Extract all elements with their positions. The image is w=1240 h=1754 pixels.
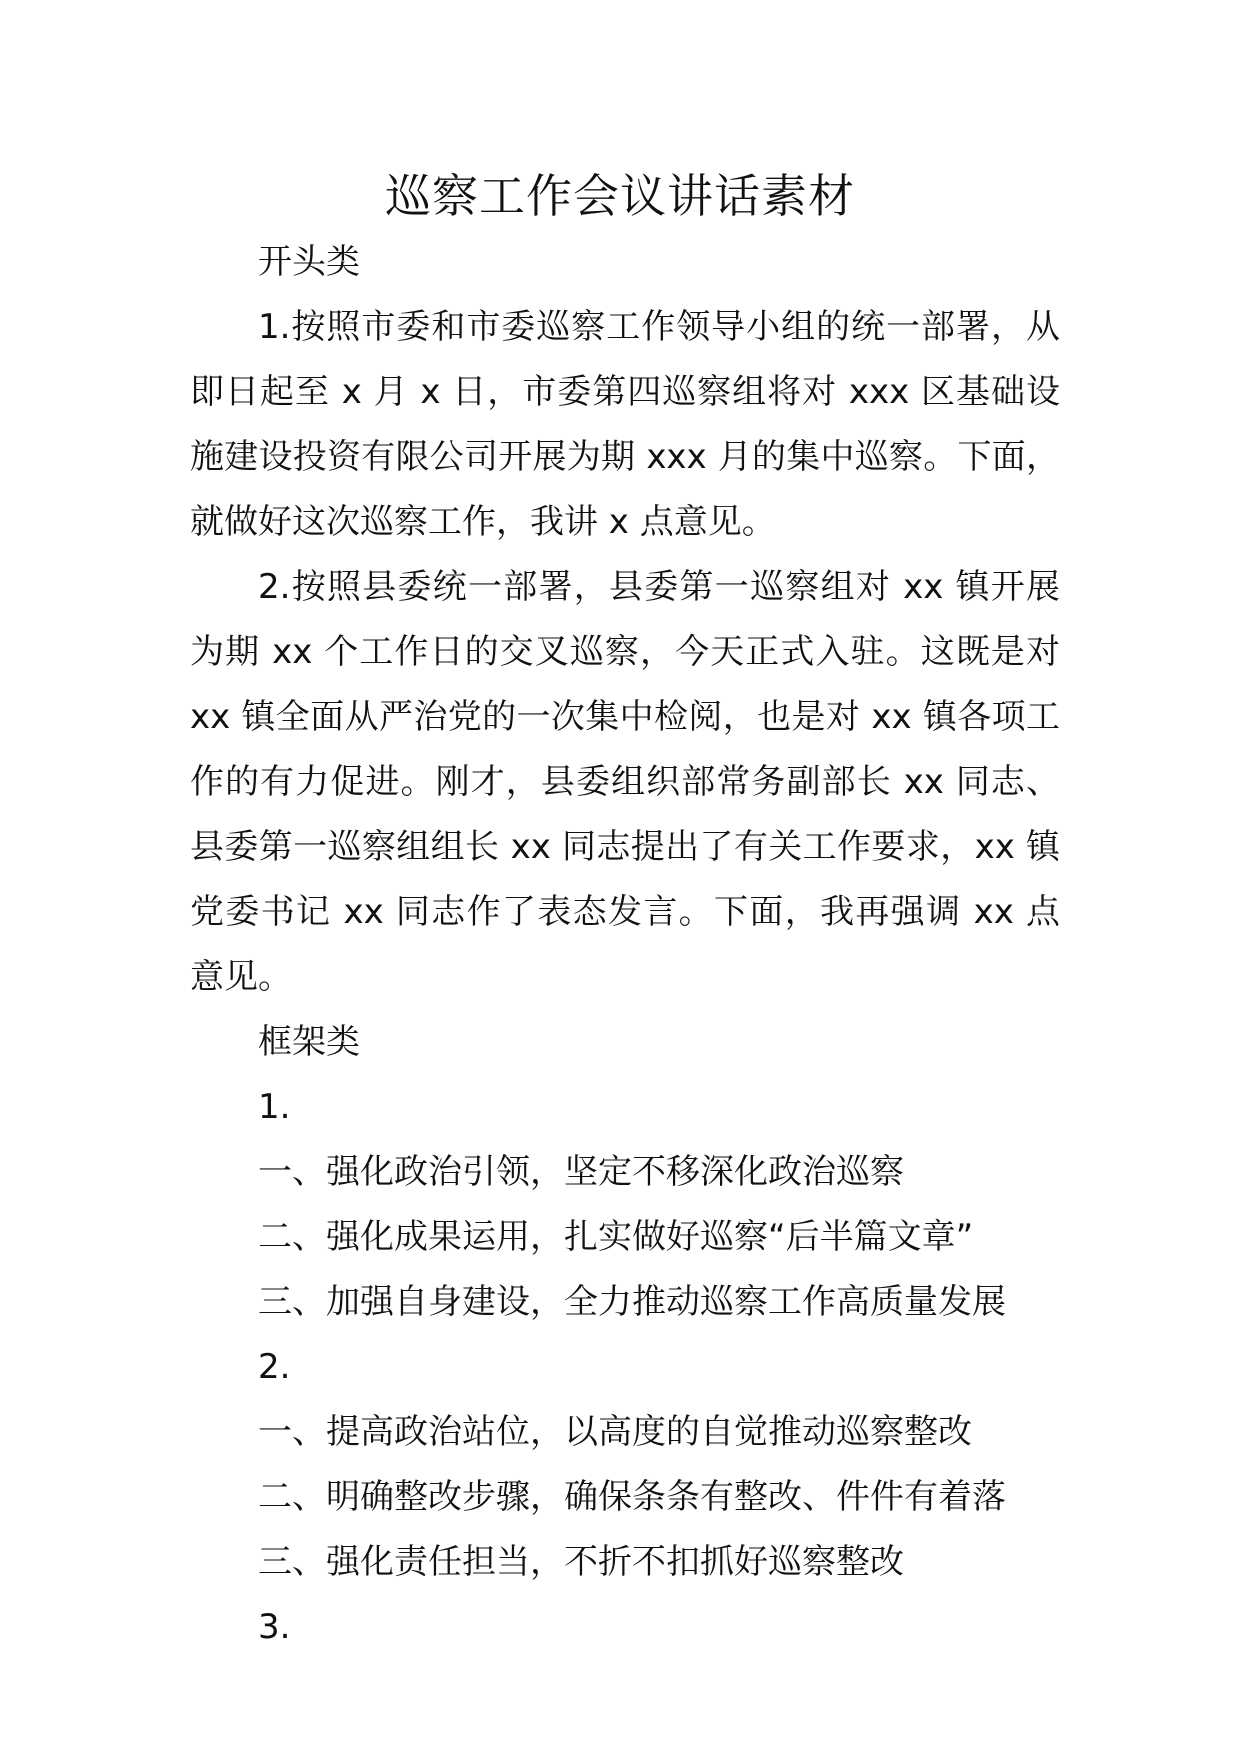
framework-3-number: 3.: [258, 1607, 291, 1647]
opening-heading: 开头类: [258, 242, 360, 282]
framework-heading: 框架类: [258, 1022, 360, 1062]
framework-2-item-2: 二、明确整改步骤，确保条条有整改、件件有着落: [258, 1477, 1006, 1517]
document-body: [190, 230, 1060, 1660]
framework-1-item-1: 一、强化政治引领，坚定不移深化政治巡察: [258, 1152, 904, 1192]
opening-paragraph-2: 2.按照县委统一部署，县委第一巡察组对 xx 镇开展为期 xx 个工作日的交叉巡察，今天正式入驻。这既是对 xx 镇全面从严治党的一次集中检阅，也是对 xx 镇各项工作的有力促进。刚才，县委组织部常务副部长 xx 同志、县委第一巡察组组长 xx 同志提出了有关工作要求，xx 镇党委书记 xx 同志作了表态发言。下面，我再强调 xx 点意见。: [190, 567, 1060, 997]
document-title: 巡察工作会议讲话素材: [385, 169, 855, 223]
framework-2-item-3: 三、强化责任担当，不折不扣抓好巡察整改: [258, 1542, 904, 1582]
framework-1-number: 1.: [258, 1087, 291, 1127]
framework-2-item-1: 一、提高政治站位，以高度的自觉推动巡察整改: [258, 1412, 972, 1452]
framework-2-number: 2.: [258, 1347, 291, 1387]
opening-paragraph-1: 1.按照市委和市委巡察工作领导小组的统一部署，从即日起至 x 月 x 日，市委第四巡察组将对 xxx 区基础设施建设投资有限公司开展为期 xxx 月的集中巡察。下面，就做好这次巡察工作，我讲 x 点意见。: [190, 307, 1060, 542]
framework-1-item-3: 三、加强自身建设，全力推动巡察工作高质量发展: [258, 1282, 1006, 1322]
framework-1-item-2: 二、强化成果运用，扎实做好巡察“后半篇文章”: [258, 1217, 974, 1257]
